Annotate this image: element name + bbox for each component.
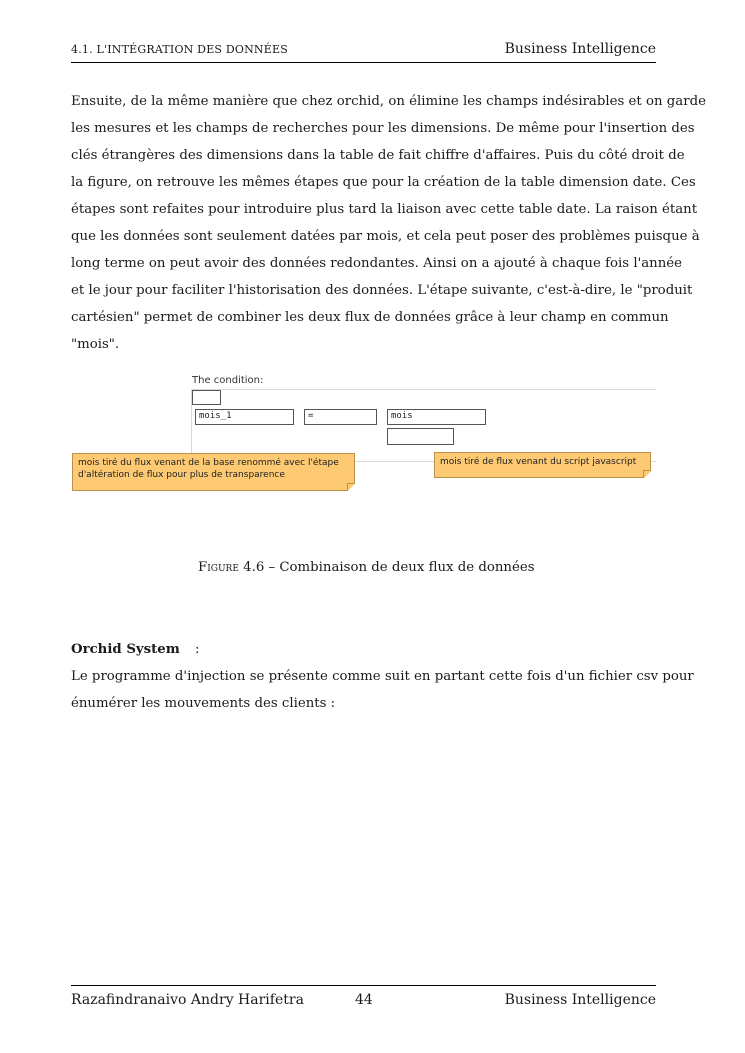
- figure-caption: [198, 560, 535, 575]
- note-left: [72, 453, 355, 491]
- body-paragraph-2: [71, 663, 694, 717]
- running-header: [71, 42, 656, 63]
- caption-label: Figure 4.6: [198, 560, 265, 575]
- note-right-text: mois tiré de flux venant du script javascript: [440, 457, 637, 467]
- folded-corner-icon: [643, 470, 651, 478]
- field-right-input: mois: [387, 409, 486, 425]
- caption-text: – Combinaison de deux flux de données: [264, 560, 535, 575]
- header-title: Business Intelligence: [504, 41, 656, 57]
- paragraph-line: étapes sont refaites pour introduire plus tard la liaison avec cette table date. La raison étant: [71, 202, 698, 217]
- paragraph-line: les mesures et les champs de recherches pour les dimensions. De même pour l'insertion des: [71, 121, 695, 136]
- paragraph-line: et le jour pour faciliter l'historisation des données. L'étape suivante, c'est-à-dire, le "produit: [71, 283, 693, 298]
- folded-corner-icon: [347, 483, 355, 491]
- figure-join-condition: [0, 370, 745, 510]
- paragraph-line: long terme on peut avoir des données redondantes. Ainsi on a ajouté à chaque fois l'année: [71, 256, 683, 271]
- section-title: Orchid System: [71, 642, 180, 657]
- paragraph-line: la figure, on retrouve les mêmes étapes que pour la création de la table dimension date. Ces: [71, 175, 696, 190]
- paragraph-line: énumérer les mouvements des clients :: [71, 696, 336, 711]
- running-footer: [71, 985, 656, 1012]
- operator-input: =: [304, 409, 377, 425]
- paragraph-line: clés étrangères des dimensions dans la table de fait chiffre d'affaires. Puis du côté droit de: [71, 148, 685, 163]
- condition-label: The condition:: [192, 375, 264, 386]
- divider: [191, 389, 656, 390]
- body-paragraph: [71, 88, 706, 358]
- connector-line: [355, 461, 435, 462]
- footer-author: Razafindranaivo Andry Harifetra: [71, 992, 304, 1008]
- footer-title: Business Intelligence: [504, 992, 656, 1008]
- field-left-input: mois_1: [195, 409, 294, 425]
- paragraph-line: que les données sont seulement datées par mois, et cela peut poser des problèmes puisque à: [71, 229, 700, 244]
- header-section: 4.1. L'INTÉGRATION DES DONNÉES: [71, 43, 288, 56]
- paragraph-line: "mois".: [71, 337, 120, 352]
- paragraph-line: Le programme d'injection se présente comme suit en partant cette fois d'un fichier csv pour: [71, 669, 694, 684]
- condition-toggle-box: [192, 390, 221, 405]
- section-colon: :: [195, 642, 200, 657]
- paragraph-line: Ensuite, de la même manière que chez orchid, on élimine les champs indésirables et on garde: [71, 94, 706, 109]
- note-right: [434, 452, 651, 478]
- paragraph-line: cartésien" permet de combiner les deux flux de données grâce à leur champ en commun: [71, 310, 669, 325]
- empty-value-box: [387, 428, 454, 445]
- page-number: 44: [355, 992, 373, 1008]
- note-left-text: mois tiré du flux venant de la base renommé avec l'étape d'altération de flux pour plus de transparence: [78, 458, 339, 480]
